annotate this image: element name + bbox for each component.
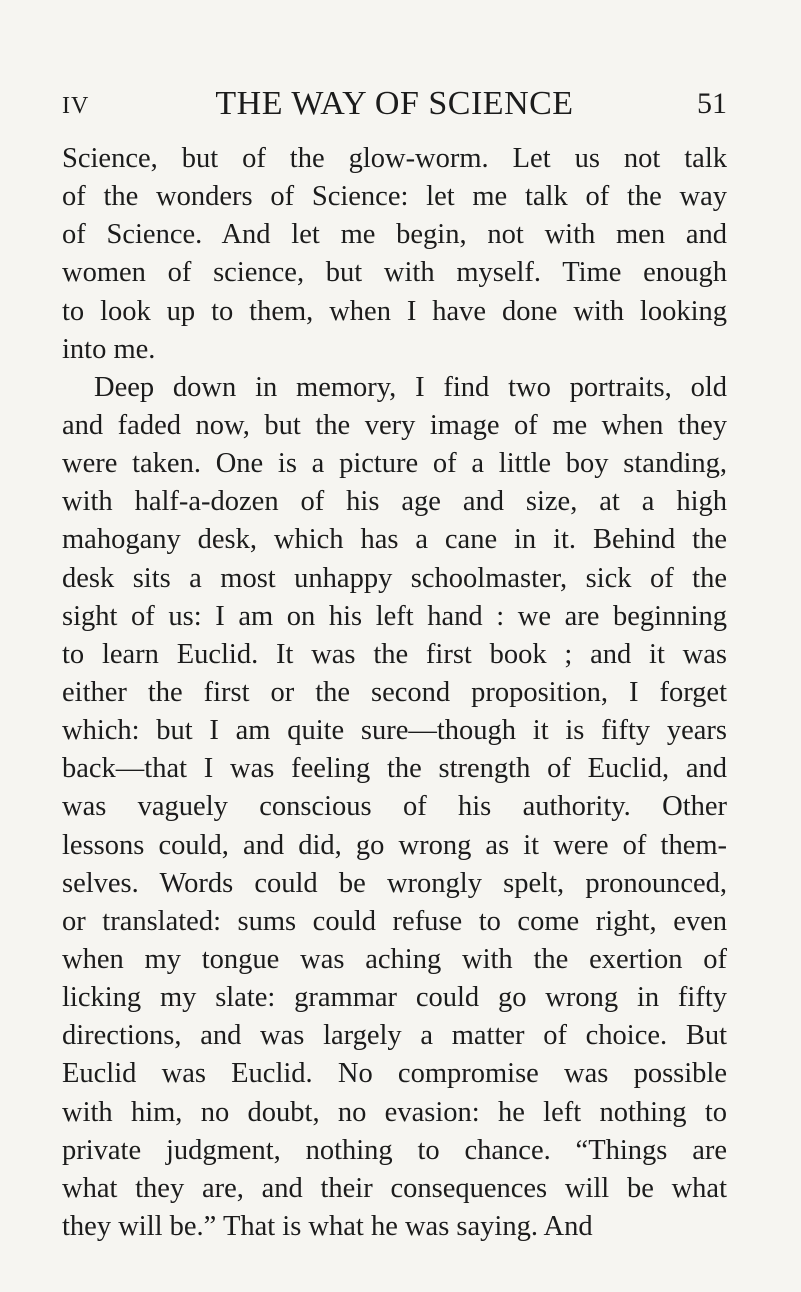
text-line: Science, but of the glow-worm. Let us not talk bbox=[62, 143, 727, 174]
text-line: private judgment, nothing to chance. “Things are bbox=[62, 1134, 727, 1166]
page-number: 51 bbox=[697, 87, 727, 120]
text-line: selves. Words could be wrongly spelt, pronounced, bbox=[62, 867, 727, 899]
text-line: with him, no doubt, no evasion: he left nothing to bbox=[62, 1096, 727, 1128]
text-line: which: but I am quite sure—though it is fifty years bbox=[62, 715, 727, 747]
text-line: back—that I was feeling the strength of Euclid, and bbox=[62, 753, 727, 785]
text-line: of the wonders of Science: let me talk of the way bbox=[62, 181, 727, 213]
text-line: mahogany desk, which has a cane in it. Behind the bbox=[62, 524, 727, 556]
running-title: THE WAY OF SCIENCE bbox=[215, 85, 574, 122]
text-line: to learn Euclid. It was the first book ; and it was bbox=[62, 638, 727, 670]
text-line: women of science, but with myself. Time enough bbox=[62, 257, 727, 289]
text-line: lessons could, and did, go wrong as it were of them- bbox=[62, 829, 727, 861]
text-line: with half-a-dozen of his age and size, at a high bbox=[62, 486, 727, 518]
text-line: were taken. One is a picture of a little boy standing, bbox=[62, 448, 727, 480]
text-line: to look up to them, when I have done with looking bbox=[62, 295, 727, 327]
text-line: Euclid was Euclid. No compromise was possible bbox=[62, 1058, 727, 1090]
text-line: into me. bbox=[62, 333, 156, 365]
chapter-number: IV bbox=[62, 93, 90, 119]
text-line: or translated: sums could refuse to come right, even bbox=[62, 905, 727, 937]
text-line: when my tongue was aching with the exertion of bbox=[62, 943, 727, 975]
text-line: and faded now, but the very image of me when they bbox=[62, 409, 727, 441]
body-text bbox=[62, 140, 727, 1246]
text-line: either the first or the second proposition, I forget bbox=[62, 676, 727, 708]
text-line: of Science. And let me begin, not with men and bbox=[62, 219, 727, 251]
text-line: licking my slate: grammar could go wrong in fifty bbox=[62, 982, 727, 1014]
text-line: Deep down in memory, I find two portraits, old bbox=[94, 371, 727, 403]
text-line: desk sits a most unhappy schoolmaster, sick of the bbox=[62, 562, 727, 594]
text-line: they will be.” That is what he was saying. And bbox=[62, 1210, 593, 1242]
text-line: sight of us: I am on his left hand : we are beginning bbox=[62, 600, 727, 632]
text-line: directions, and was largely a matter of choice. But bbox=[62, 1020, 727, 1052]
running-head bbox=[62, 84, 727, 124]
text-line: was vaguely conscious of his authority. Other bbox=[62, 791, 727, 823]
text-line: what they are, and their consequences will be what bbox=[62, 1172, 727, 1204]
